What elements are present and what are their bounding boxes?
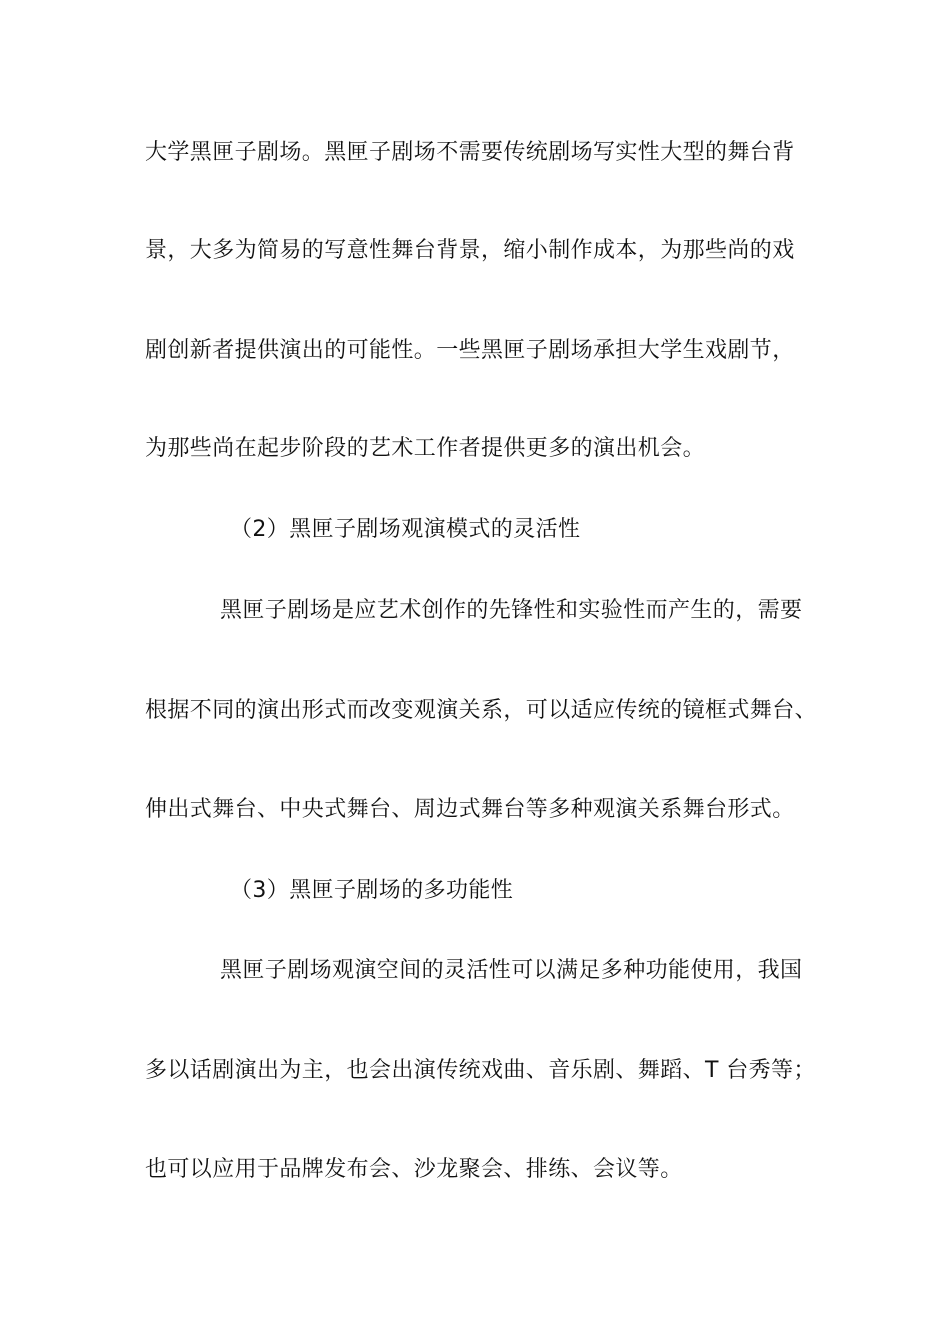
paragraph-line: 黑匣子剧场观演空间的灵活性可以满足多种功能使用，我国 [220, 958, 803, 983]
paragraph-line: 也可以应用于品牌发布会、沙龙聚会、排练、会议等。 [145, 1157, 683, 1182]
section-heading: （2）黑匣子剧场观演模式的灵活性 [230, 517, 581, 542]
paragraph-line: 多以话剧演出为主，也会出演传统戏曲、音乐剧、舞蹈、T 台秀等； [145, 1058, 816, 1083]
paragraph-line: 剧创新者提供演出的可能性。一些黑匣子剧场承担大学生戏剧节， [145, 338, 795, 363]
paragraph-line: 伸出式舞台、中央式舞台、周边式舞台等多种观演关系舞台形式。 [145, 797, 795, 822]
paragraph-line: 为那些尚在起步阶段的艺术工作者提供更多的演出机会。 [145, 436, 706, 461]
paragraph-line: 景，大多为简易的写意性舞台背景，缩小制作成本，为那些尚的戏 [145, 238, 795, 263]
paragraph-line: 根据不同的演出形式而改变观演关系，可以适应传统的镜框式舞台、 [145, 698, 818, 723]
paragraph-line: 大学黑匣子剧场。黑匣子剧场不需要传统剧场写实性大型的舞台背 [145, 140, 795, 165]
paragraph-line: 黑匣子剧场是应艺术创作的先锋性和实验性而产生的，需要 [220, 598, 803, 623]
section-heading: （3）黑匣子剧场的多功能性 [230, 878, 514, 903]
